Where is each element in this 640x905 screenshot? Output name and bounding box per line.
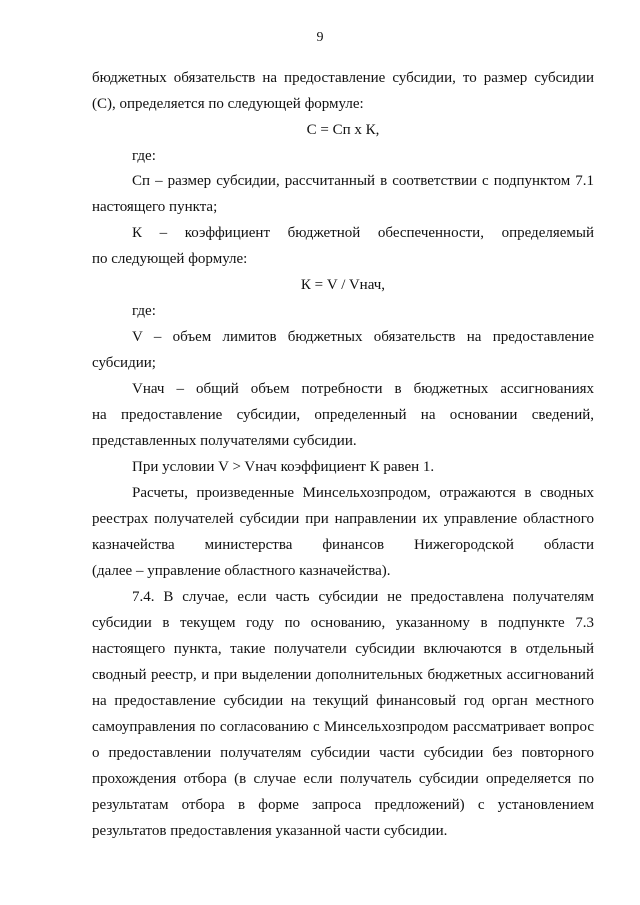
formula: К = V / Vнач, xyxy=(300,277,386,293)
text-line: 7.4. В случае, если часть субсидии не предоставлена получателям xyxy=(132,589,594,605)
text-line: самоуправления по согласованию с Минсельхозпродом рассматривает вопрос xyxy=(92,719,594,735)
formula: С = Сп х К, xyxy=(306,122,380,138)
text-line: (далее – управление областного казначейства). xyxy=(92,563,391,579)
text-line: (С), определяется по следующей формуле: xyxy=(92,96,364,112)
text-line: представленных получателями субсидии. xyxy=(92,433,357,449)
text-line: на предоставление субсидии на текущий финансовый год орган местного xyxy=(92,693,594,709)
text-line: реестрах получателей субсидии при направлении их управление областного xyxy=(92,511,594,527)
text-line: бюджетных обязательств на предоставление субсидии, то размер субсидии xyxy=(92,70,594,86)
text-line: казначейства министерства финансов Нижегородской области xyxy=(92,537,594,553)
text-line: Расчеты, произведенные Минсельхозпродом, отражаются в сводных xyxy=(132,485,594,501)
text-line: где: xyxy=(132,148,156,164)
text-line: сводный реестр, и при выделении дополнительных бюджетных ассигнований xyxy=(92,667,594,683)
text-line: К – коэффициент бюджетной обеспеченности, определяемый xyxy=(132,225,594,241)
text-line: V – объем лимитов бюджетных обязательств на предоставление xyxy=(132,329,594,345)
text-line: прохождения отбора (в случае если получатель субсидии определяется по xyxy=(92,771,594,787)
text-line: субсидии; xyxy=(92,355,156,371)
text-line: на предоставление субсидии, определенный на основании сведений, xyxy=(92,407,594,423)
text-line: При условии V > Vнач коэффициент К равен 1. xyxy=(132,459,435,475)
text-line: о предоставлении получателям субсидии части субсидии без повторного xyxy=(92,745,594,761)
text-line: настоящего пункта, такие получатели субсидии включаются в отдельный xyxy=(92,641,594,657)
text-line: Vнач – общий объем потребности в бюджетных ассигнованиях xyxy=(132,381,594,397)
text-line: субсидии в текущем году по основанию, указанному в подпункте 7.3 xyxy=(92,615,594,631)
text-line: результатов предоставления указанной части субсидии. xyxy=(92,823,448,839)
text-line: по следующей формуле: xyxy=(92,251,248,267)
text-line: настоящего пункта; xyxy=(92,199,218,215)
text-line: где: xyxy=(132,303,156,319)
text-line: результатам отбора в форме запроса предложений) с установлением xyxy=(92,797,594,813)
page-number: 9 xyxy=(316,30,324,45)
text-line: Сп – размер субсидии, рассчитанный в соответствии с подпунктом 7.1 xyxy=(132,173,594,189)
